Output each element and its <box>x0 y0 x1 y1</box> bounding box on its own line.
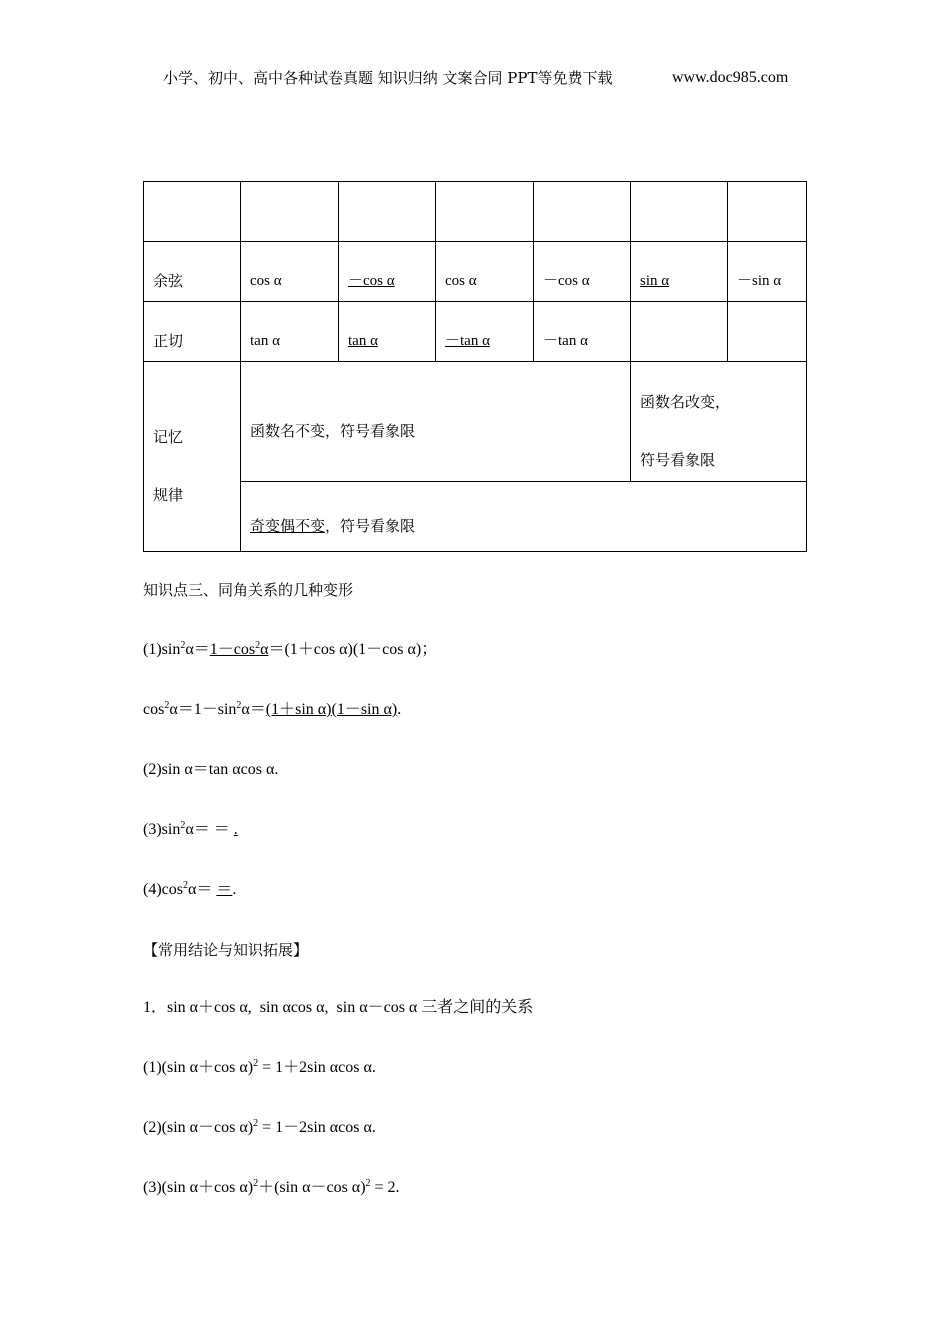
superscript: 2 <box>164 700 170 711</box>
formula-line-2 <box>143 700 401 722</box>
table-empty-cell <box>241 182 339 242</box>
table-top-row <box>144 182 807 242</box>
table-cell <box>436 302 534 362</box>
memory-rule-label-line1: 记忆 <box>153 427 184 446</box>
formula-segment: . <box>232 881 237 898</box>
memory-rule-label-cell <box>144 362 241 552</box>
table-cell <box>241 302 339 362</box>
cell-wrapper <box>445 331 529 351</box>
tangent-row-label-cell <box>144 302 241 362</box>
cell-value-underlined: sin α <box>640 272 670 289</box>
table-cell <box>728 242 807 302</box>
extension-formula-3 <box>143 1178 400 1200</box>
summary-rule-cell <box>241 482 807 552</box>
formula-segment: = 1＋2sin αcos α. <box>258 1059 376 1076</box>
formula-segment: α＝ <box>185 641 210 658</box>
cell-value-underlined: tan α <box>348 332 378 349</box>
cell-value-underlined: －cos α <box>348 272 395 289</box>
cell-value: －tan α <box>543 332 588 349</box>
formula-segment: 1－cos <box>209 641 256 658</box>
extension-intro: 1．sin α＋cos α, sin αcos α, sin α－cos α 三者之间的关系 <box>143 999 534 1016</box>
extension-formula-1 <box>143 1058 376 1080</box>
formula-segment: (3)(sin α＋cos α) <box>143 1179 254 1196</box>
table-cell <box>241 242 339 302</box>
rule-same-name: 函数名不变，符号看象限 <box>250 421 416 440</box>
rule-change-name-line1: 函数名改变， <box>640 392 731 411</box>
formula-line-3: (2)sin α＝tan αcos α. <box>143 761 279 778</box>
formula-line-5 <box>143 880 236 902</box>
induction-formula-table <box>143 181 807 552</box>
formula-segment: = 2. <box>370 1179 400 1196</box>
table-cell <box>534 302 631 362</box>
underlined-answer <box>210 641 269 658</box>
rule-change-name-line2: 符号看象限 <box>640 450 716 469</box>
cell-value: －sin α <box>737 272 782 289</box>
summary-rule-row <box>144 482 807 552</box>
memory-rule-row <box>144 362 807 482</box>
superscript: 2 <box>253 1058 259 1069</box>
superscript: 2 <box>182 880 188 891</box>
cell-wrapper <box>348 331 431 351</box>
cosine-row-label: 余弦 <box>153 271 184 290</box>
extension-formula-2 <box>143 1118 376 1140</box>
superscript: 2 <box>180 820 186 831</box>
cell-value-underlined: －tan α <box>445 332 490 349</box>
formula-segment: α <box>260 641 269 658</box>
memory-rule-label-line2: 规律 <box>153 485 184 504</box>
table-empty-cell <box>728 182 807 242</box>
extension-title: 【常用结论与知识拓展】 <box>143 941 309 959</box>
formula-segment: α＝ <box>241 701 266 718</box>
header-site-url: www.doc985.com <box>672 69 789 86</box>
superscript: 2 <box>180 640 186 651</box>
table-cell <box>436 242 534 302</box>
formula-segment: (2)(sin α－cos α) <box>143 1119 254 1136</box>
cell-value: cos α <box>445 272 477 289</box>
cosine-row <box>144 242 807 302</box>
rule-change-name-cell <box>631 362 807 482</box>
summary-rule-key: 奇变偶不变 <box>250 516 326 535</box>
tangent-row <box>144 302 807 362</box>
section3-title: 知识点三、同角关系的几种变形 <box>143 581 354 599</box>
formula-segment: α＝ ＝ <box>185 821 234 838</box>
table-empty-cell <box>144 182 241 242</box>
table-empty-cell <box>631 182 728 242</box>
formula-segment: (4)cos <box>143 881 183 898</box>
table-cell <box>631 242 728 302</box>
cell-value: cos α <box>250 272 282 289</box>
summary-rule-rest: ，符号看象限 <box>325 516 416 535</box>
rule-same-name-cell <box>241 362 631 482</box>
formula-segment: . <box>397 701 402 718</box>
cosine-row-label-cell <box>144 242 241 302</box>
table-empty-cell <box>339 182 436 242</box>
table-empty-cell <box>534 182 631 242</box>
underlined-answer: ＝ <box>216 881 233 898</box>
formula-segment: (3)sin <box>143 821 181 838</box>
superscript: 2 <box>236 700 242 711</box>
formula-segment: ＋(sin α－cos α) <box>258 1179 366 1196</box>
formula-segment: cos <box>143 701 165 718</box>
table-cell <box>339 242 436 302</box>
superscript: 2 <box>253 1178 259 1189</box>
cell-value: －cos α <box>543 272 590 289</box>
cell-wrapper <box>640 271 723 291</box>
superscript: 2 <box>253 1118 259 1129</box>
formula-segment: = 1－2sin αcos α. <box>258 1119 376 1136</box>
superscript: 2 <box>365 1178 371 1189</box>
formula-segment: α＝ <box>187 881 217 898</box>
underlined-answer: . <box>233 821 238 838</box>
superscript: 2 <box>255 640 261 651</box>
table-empty-cell <box>728 302 807 362</box>
cell-wrapper <box>348 271 431 291</box>
formula-segment: (1)(sin α＋cos α) <box>143 1059 254 1076</box>
formula-segment: ＝(1＋cos α)(1－cos α)； <box>268 641 438 658</box>
formula-segment: (1)sin <box>143 641 181 658</box>
underlined-answer: (1＋sin α)(1－sin α) <box>265 701 398 718</box>
table-empty-cell <box>436 182 534 242</box>
cell-value: tan α <box>250 332 280 349</box>
table-empty-cell <box>631 302 728 362</box>
summary-rule <box>250 516 802 536</box>
formula-segment: α＝1－sin <box>169 701 237 718</box>
table-cell <box>534 242 631 302</box>
header-slogan: 小学、初中、高中各种试卷真题 知识归纳 文案合同 PPT等免费下载 <box>163 69 613 87</box>
table-cell <box>339 302 436 362</box>
formula-line-1 <box>143 640 437 662</box>
tangent-row-label: 正切 <box>153 331 184 350</box>
formula-line-4 <box>143 820 238 842</box>
